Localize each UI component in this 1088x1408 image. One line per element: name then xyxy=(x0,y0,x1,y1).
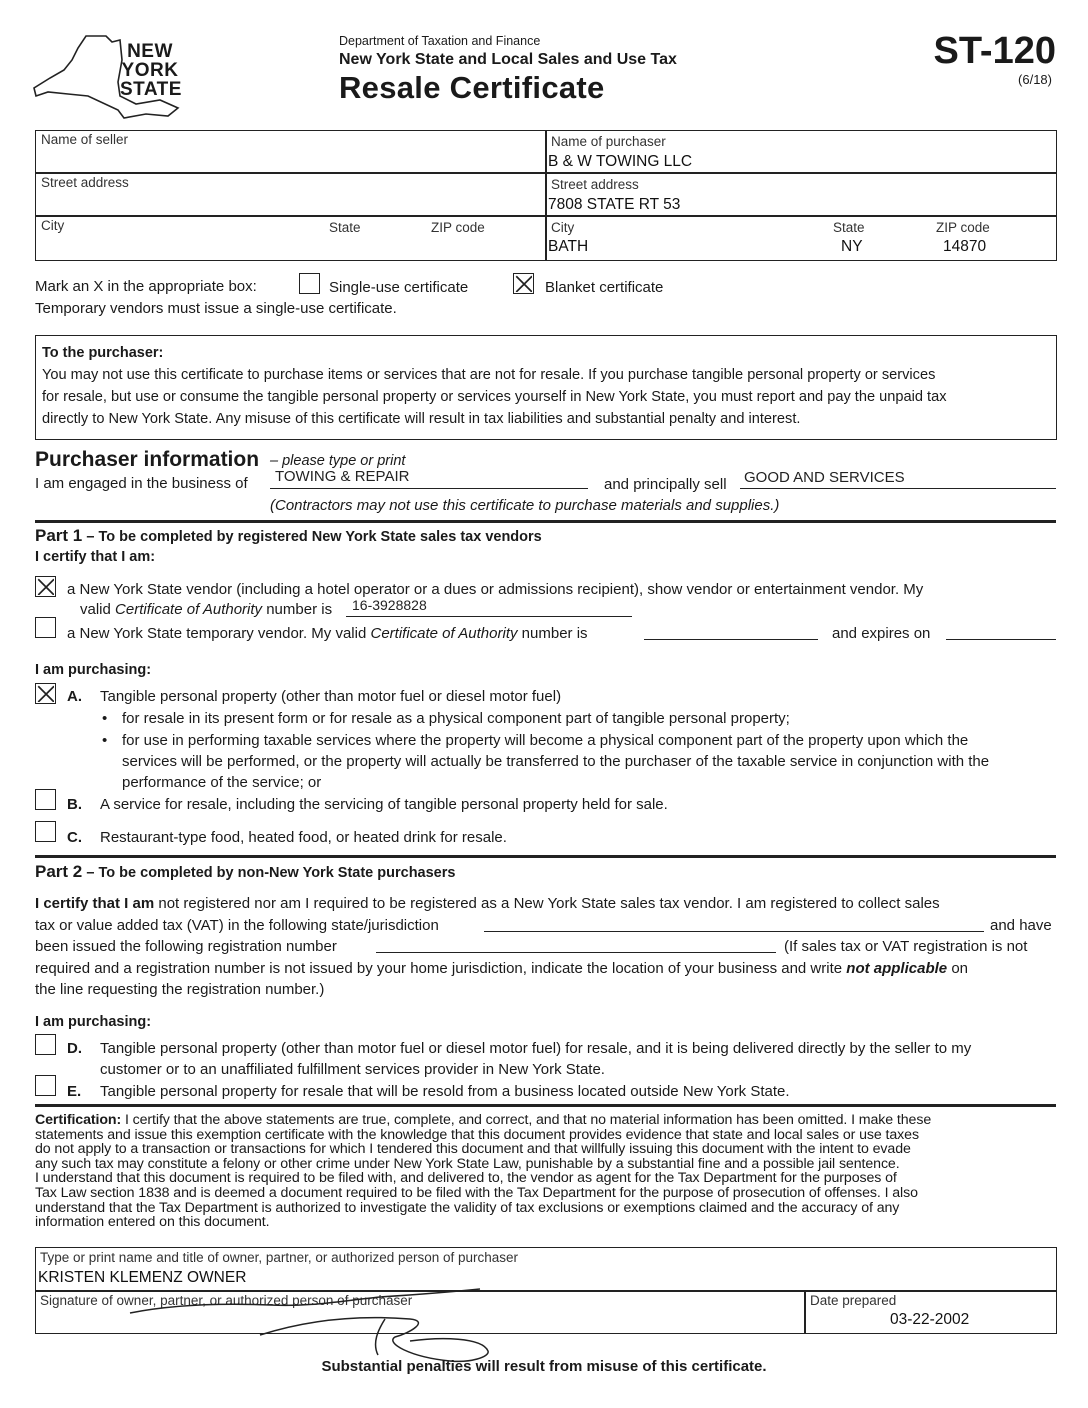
seller-city-label: City xyxy=(41,218,65,233)
engaged-value[interactable]: TOWING & REPAIR xyxy=(275,468,410,485)
authority-number-text: number is xyxy=(266,601,333,618)
blanket-checkbox[interactable] xyxy=(513,273,534,294)
part2-purchasing: I am purchasing: xyxy=(35,1014,152,1030)
certification-line-3: do not apply to a transaction or transactions for which I tendered this document and that willfully issuing this document with the intent to evade xyxy=(35,1141,911,1158)
certification-line-6: Tax Law section 1838 and is deemed a document required to be filed with the Tax Department for the purpose of prosecution of offenses. I also xyxy=(35,1184,918,1201)
notice-line-2: for resale, but use or consume the tangible personal property or services yourself in New York State, you must report and pay the unpaid tax xyxy=(42,389,947,405)
notice-heading: To the purchaser: xyxy=(42,345,164,361)
certification-line-8: information entered on this document. xyxy=(35,1214,270,1231)
part2-not-applicable: not applicable xyxy=(846,960,948,977)
part1-certify: I certify that I am: xyxy=(35,549,156,565)
authority-number-value[interactable]: 16-3928828 xyxy=(352,597,427,613)
department-name: Department of Taxation and Finance xyxy=(339,34,541,48)
x-mark-icon xyxy=(514,274,532,292)
purchaser-street-value[interactable]: 7808 STATE RT 53 xyxy=(548,196,681,213)
option-c-checkbox[interactable] xyxy=(35,821,56,842)
footer-warning: Substantial penalties will result from misuse of this certificate. xyxy=(321,1358,767,1375)
option-c-letter: C. xyxy=(67,829,82,846)
option-e-text: Tangible personal property for resale that will be resold from a business located outside New York State. xyxy=(100,1083,790,1100)
part2-heading-note: – To be completed by non-New York State purchasers xyxy=(86,865,456,881)
option-d-line-1: Tangible personal property (other than motor fuel or diesel motor fuel) for resale, and it is being delivered directly by the seller to my xyxy=(100,1040,972,1057)
contractor-note: (Contractors may not use this certificate to purchase materials and supplies.) xyxy=(270,497,780,514)
part2-line-2-suffix: and have xyxy=(990,917,1052,934)
logo-text-york: YORK xyxy=(121,60,179,81)
option-b-text: A service for resale, including the servicing of tangible personal property held for sale. xyxy=(100,796,668,813)
purchaser-city-label: City xyxy=(551,220,575,235)
part2-line-4-suffix: on xyxy=(951,960,968,977)
seller-name-label: Name of seller xyxy=(41,132,129,147)
option-b-checkbox[interactable] xyxy=(35,789,56,810)
form-number: ST-120 xyxy=(933,30,1056,72)
part1-heading-note: – To be completed by registered New York State sales tax vendors xyxy=(86,529,542,545)
date-prepared-label: Date prepared xyxy=(810,1293,897,1308)
certification-line-1: I certify that the above statements are true, complete, and correct, and that no material information has been omitted. I make these xyxy=(124,1112,932,1128)
seller-state-label: State xyxy=(329,220,361,235)
temp-number-text: number is xyxy=(521,625,588,642)
engaged-label: I am engaged in the business of xyxy=(35,475,248,492)
temp-vendor-text: a New York State temporary vendor. My valid xyxy=(67,625,367,642)
certification-line-4: any such tax may constitute a felony or other crime under New York State Law, punishable by a substantial fine and a possible jail sentence. xyxy=(35,1155,900,1172)
purchaser-zip-label: ZIP code xyxy=(936,220,990,235)
purchaser-name-label: Name of purchaser xyxy=(551,134,666,149)
notice-line-1: You may not use this certificate to purchase items or services that are not for resale. If you purchase tangible personal property or services xyxy=(42,367,936,383)
ny-vendor-text: a New York State vendor (including a hotel operator or a dues or admissions recipient), show vendor or entertainment vendor. My xyxy=(67,581,924,598)
form-subtitle: New York State and Local Sales and Use Tax xyxy=(339,51,677,68)
purchaser-street-label: Street address xyxy=(551,177,639,192)
certification-divider xyxy=(35,1104,1056,1107)
part2-line-4: required and a registration number is not issued by your home jurisdiction, indicate the location of your business and write xyxy=(35,960,843,977)
option-a-bullet-1: for resale in its present form or for resale as a physical component part of tangible personal property; xyxy=(122,710,790,727)
option-a-text: Tangible personal property (other than motor fuel or diesel motor fuel) xyxy=(100,688,562,705)
part1-divider xyxy=(35,520,1056,523)
seller-zip-label: ZIP code xyxy=(431,220,485,235)
option-a-bullet-2-line-3: performance of the service; or xyxy=(122,774,322,791)
nys-logo xyxy=(28,30,198,122)
part2-heading: Part 2 xyxy=(35,862,83,881)
purchaser-state-value[interactable]: NY xyxy=(841,238,863,255)
certification-line-7: understand that the Tax Department is authorized to investigate the validity of tax exclusions or exemptions claimed and the accuracy of any xyxy=(35,1199,900,1216)
part2-certify-text: not registered nor am I required to be registered as a New York State sales tax vendor. I am registered to collect sales xyxy=(158,895,940,912)
part2-line-2: tax or value added tax (VAT) in the following state/jurisdiction xyxy=(35,917,439,934)
temp-authority-italic: Certificate of Authority xyxy=(370,625,518,642)
certificate-type-prompt: Mark an X in the appropriate box: xyxy=(35,278,257,295)
option-a-checkbox[interactable] xyxy=(35,683,56,704)
form-revision: (6/18) xyxy=(1018,72,1052,87)
blanket-label: Blanket certificate xyxy=(545,279,664,296)
x-mark-icon xyxy=(36,684,54,702)
single-use-checkbox[interactable] xyxy=(299,273,320,294)
seller-box xyxy=(35,130,547,261)
owner-name-value[interactable]: KRISTEN KLEMENZ OWNER xyxy=(38,1269,247,1286)
principally-sell-label: and principally sell xyxy=(604,476,727,493)
notice-line-3: directly to New York State. Any misuse of this certificate will result in tax liabilities and substantial penalty and interest. xyxy=(42,411,801,427)
option-d-letter: D. xyxy=(67,1040,82,1057)
option-c-text: Restaurant-type food, heated food, or heated drink for resale. xyxy=(100,829,507,846)
option-e-letter: E. xyxy=(67,1083,82,1100)
option-d-line-2: customer or to an unaffiliated fulfillment services provider in New York State. xyxy=(100,1061,605,1078)
purchaser-state-label: State xyxy=(833,220,865,235)
part2-line-5: the line requesting the registration number.) xyxy=(35,981,325,998)
temp-expires-text: and expires on xyxy=(832,625,931,642)
authority-italic-text: Certificate of Authority xyxy=(115,601,263,618)
option-b-letter: B. xyxy=(67,796,82,813)
part1-heading: Part 1 xyxy=(35,526,83,545)
x-mark-icon xyxy=(36,577,54,595)
temp-vendor-note: Temporary vendors must issue a single-use certificate. xyxy=(35,300,397,317)
ny-vendor-checkbox[interactable] xyxy=(35,576,56,597)
signature-label: Signature of owner, partner, or authorized person of purchaser xyxy=(40,1293,413,1308)
option-a-bullet-2-line-1: for use in performing taxable services where the property will become a physical component part of the property upon which the xyxy=(122,732,969,749)
part2-line-3-suffix: (If sales tax or VAT registration is not xyxy=(784,938,1028,955)
purchaser-zip-value[interactable]: 14870 xyxy=(943,238,987,255)
purchaser-info-heading: Purchaser information xyxy=(35,448,260,471)
option-e-checkbox[interactable] xyxy=(35,1075,56,1096)
part2-divider xyxy=(35,855,1056,858)
date-prepared-value[interactable]: 03-22-2002 xyxy=(890,1311,970,1328)
part1-purchasing: I am purchasing: xyxy=(35,662,152,678)
option-d-checkbox[interactable] xyxy=(35,1034,56,1055)
principally-sell-value[interactable]: GOOD AND SERVICES xyxy=(744,469,905,486)
certification-text xyxy=(35,1113,1057,1230)
logo-text-new: NEW xyxy=(127,41,173,62)
certification-line-2: statements and issue this exemption certificate with the knowledge that this document provides evidence that state and local sales or use taxes xyxy=(35,1126,919,1143)
purchaser-city-value[interactable]: BATH xyxy=(548,238,589,255)
certification-heading: Certification: xyxy=(35,1112,122,1128)
logo-text-state: STATE xyxy=(120,79,182,100)
handwritten-signature xyxy=(110,1275,580,1370)
certification-line-5: I understand that this document is required to be filed with, and delivered to, the vendor as agent for the Tax Department for the purposes of xyxy=(35,1170,897,1187)
part2-line-3: been issued the following registration number xyxy=(35,938,337,955)
seller-street-label: Street address xyxy=(41,175,129,190)
temp-vendor-checkbox[interactable] xyxy=(35,617,56,638)
option-a-letter: A. xyxy=(67,688,82,705)
authority-valid-text: valid xyxy=(80,601,111,618)
purchaser-name-value[interactable]: B & W TOWING LLC xyxy=(548,153,693,170)
single-use-label: Single-use certificate xyxy=(329,279,469,296)
owner-name-label: Type or print name and title of owner, partner, or authorized person of purchaser xyxy=(40,1250,519,1265)
option-a-bullet-2-line-2: services will be performed, or the property will actually be transferred to the purchaser of the taxable service in conjunction with the xyxy=(122,753,990,770)
form-title: Resale Certificate xyxy=(339,70,605,105)
part2-certify-bold: I certify that I am xyxy=(35,895,155,912)
purchaser-info-note: – please type or print xyxy=(270,453,406,469)
